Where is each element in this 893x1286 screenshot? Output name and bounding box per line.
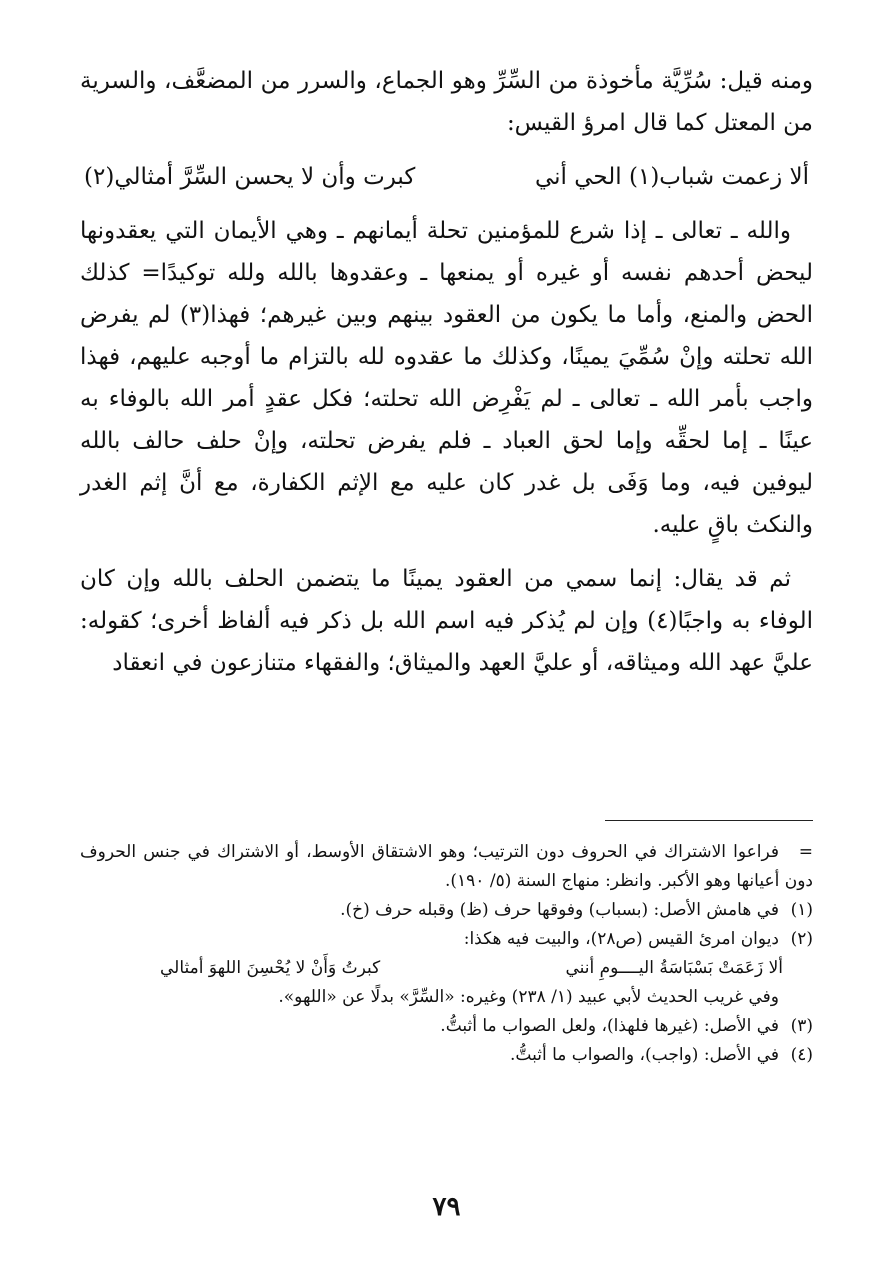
footnote-divider (605, 820, 813, 821)
footnote-1-number: (١) (790, 900, 813, 920)
paragraph-2: والله ـ تعالى ـ إذا شرع للمؤمنين تحلة أيمانهم ـ وهي الأيمان التي يعقدونها ليحض أحدهم نفسه أو غيره أو يمنعها ـ وعقدوها بالله ولله توكيدًا= كذلك الحض والمنع، وأما ما يكون من العقود بينهم وبين غيرهم؛ فهذا(٣) لم يفرض الله تحلته وإنْ سُمِّيَ يمينًا، وكذلك ما عقدوه لله بالتزام ما أوجبه عليهم، فهذا واجب بأمر الله ـ تعالى ـ لم يَفْرِض الله تحلته؛ فكل عقدٍ أمر الله بالوفاء به عينًا ـ إما لحقِّه وإما لحق العباد ـ فلم يفرض تحلته، وإنْ حلف حالف بالله ليوفين فيه، وما وَفَى بل غدر كان عليه مع الإثم الكفارة، مع أنَّ إثم الغدر والنكث باقٍ عليه. (80, 218, 813, 538)
footnote-4 (80, 1041, 813, 1070)
footnote-3-text: في الأصل: (غيرها فلهذا)، ولعل الصواب ما أثبتُّ. (440, 1016, 779, 1036)
footnote-3 (80, 1012, 813, 1041)
page-number: ٧٩ (432, 1192, 461, 1222)
footnote-2-verse (80, 954, 813, 983)
footnote-2-tail (80, 983, 813, 1012)
continuation-mark: = (798, 842, 813, 862)
verse-first-hemistich: ألا زعمت شباب(١) الحي أني (534, 164, 809, 190)
footnote-continuation (80, 838, 813, 896)
footnote-4-number: (٤) (790, 1045, 813, 1065)
poem-verse (80, 156, 813, 198)
footnote-4-text: في الأصل: (واجب)، والصواب ما أثبتُّ. (510, 1045, 779, 1065)
footnote-1-text: في هامش الأصل: (بسباب) وفوقها حرف (ظ) وقبله حرف (خ). (340, 900, 779, 920)
footnote-2-verse-first: ألا زَعَمَتْ بَسْبَاسَةُ اليــــومِ أنني (565, 958, 783, 978)
paragraph-1: ومنه قيل: سُرِّيَّة مأخوذة من السِّرِّ وهو الجماع، والسرر من المضعَّف، والسرية من المعتل كما قال امرؤ القيس: (80, 68, 813, 136)
footnote-continuation-text: فراعوا الاشتراك في الحروف دون الترتيب؛ وهو الاشتقاق الأوسط، أو الاشتراك في جنس الحروف دون أعيانها وهو الأكبر. وانظر: منهاج السنة (٥/ ١٩٠). (80, 842, 813, 891)
footnote-2-text: ديوان امرئ القيس (ص٢٨)، والبيت فيه هكذا: (463, 929, 779, 949)
footnote-2 (80, 925, 813, 954)
footnote-2-verse-second: كبرتُ وَأَنْ لا يُحْسِنَ اللهوَ أمثالي (160, 958, 381, 978)
footnote-2-number: (٢) (790, 929, 813, 949)
footnotes (80, 838, 813, 1070)
verse-second-hemistich: كبرت وأن لا يحسن السِّرَّ أمثالي(٢) (84, 164, 416, 190)
footnote-1 (80, 896, 813, 925)
paragraph-3: ثم قد يقال: إنما سمي من العقود يمينًا ما يتضمن الحلف بالله وإن كان الوفاء به واجبًا(٤) وإن لم يُذكر فيه اسم الله بل ذكر فيه ألفاظ أخرى؛ كقوله: عليَّ عهد الله وميثاقه، أو عليَّ العهد والميثاق؛ والفقهاء متنازعون في انعقاد (80, 566, 814, 676)
main-text (80, 60, 813, 696)
footnote-3-number: (٣) (790, 1016, 813, 1036)
footnote-2-tail-text: وفي غريب الحديث لأبي عبيد (١/ ٢٣٨) وغيره: «السِّرَّ» بدلًا عن «اللهو». (278, 987, 779, 1007)
